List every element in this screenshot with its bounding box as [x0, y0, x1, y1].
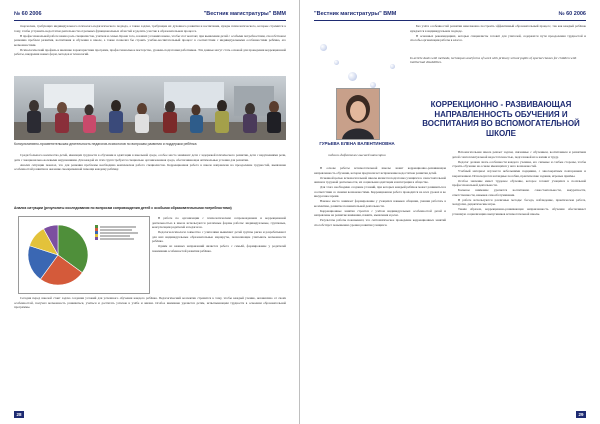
journal-title: "Вестник магистратуры" ВММ: [203, 11, 286, 17]
paragraph: творческие, требующих индивидуального психолого-педагогического подхода, а также задачи, требующие их духовного развития и воспитания, нужды психологического, которые стремится к тому, чтобы устранить недостатки деятельности отдельных функциональных областей и уделять участие в образовательном процессе.: [14, 24, 286, 33]
right-intro-text: [410, 24, 586, 54]
left-bottom-text: [14, 296, 286, 408]
right-col1-text: [314, 166, 446, 406]
article-title: КОРРЕКЦИОННО - РАЗВИВАЮЩАЯ НАПРАВЛЕННОСТЬ ОБУЧЕНИЯ И ВОСПИТАНИЯ ВО ВСПОМОГАТЕЛЬНОЙ ШКОЛЕ: [422, 100, 580, 138]
paragraph: В профессиональной работе важна роль специалистов, учителя и семьи. Кроме того, в наших условиях важно, чтобы этот контакт, при выявлении детей с особыми потребностями, способствовал решению проблем развития, воспитания и обучения в школе, а также позволял бы строить учебно-воспитательный процесс в соответствии с индивидуальными особенностями ребёнка, его возможностями.: [14, 33, 286, 47]
decorative-bubble: [348, 72, 357, 81]
paragraph: В работе по организации с психологическим сопровождением и коррекционной деятельностью в школе используются различные формы работы: индивидуальные, групповые, консультации родителей и педагогов.: [152, 216, 286, 229]
paragraph: В основе работы вспомогательной школы лежит коррекционно-развивающая направленность обучения, которая предполагает исправление недостатков развития детей.: [314, 166, 446, 175]
paragraph: Психологический профиль и внешние характеристики программ, профессиональное мастерство, уровень подготовки работников. Эти данные могут стать основой для проведения коррекционной работы, внедрения новых форм, методов и технологий.: [14, 47, 286, 56]
right-page-header: [314, 9, 586, 19]
paragraph: Без учёта особенностей развития невозможно построить эффективный образовательный процесс, так как каждый ребёнок нуждается в индивидуальном подходе.: [410, 24, 586, 33]
paragraph: Коррекционные занятия строятся с учётом индивидуальных особенностей детей и направлены на развитие внимания, памяти, мышления и речи.: [314, 208, 446, 217]
classroom-photo: [14, 76, 286, 140]
paragraph: Для этого необходимо создание условий, при которых каждый ребёнок может развиваться в соответствии со своими возможностями. Коррекционная работа проводится на всех уроках и во внеурочное время.: [314, 185, 446, 198]
header-rule: [314, 20, 586, 21]
paragraph: Сегодня перед школой стоит задача создания условий для успешного обучения каждого ребёнка. Педагогический коллектив стремится к тому, чтобы каждый ученик, независимо от своих особенностей, получил возможность развиваться, учиться и достигать успехов в учёбе и жизни. Особое внимание уделяется детям, испытывающим трудности в освоении образовательной программы.: [14, 296, 286, 309]
issue-number: № 60 2006: [14, 11, 42, 17]
pie-legend: [95, 225, 145, 240]
chart-title: Анализ ситуации (результаты исследования по вопросам сопровождения детей с особыми образовательными потребностями): [14, 206, 232, 210]
legend-item: [95, 237, 145, 240]
journal-title: "Вестник магистратуры" ВММ: [314, 11, 397, 17]
paragraph: Среди большого количества детей, имеющих трудности в обучении и адаптации в школьной среде, особое место занимают дети с задержкой психического развития, дети с нарушениями речи, дети с эмоционально-волевыми нарушениями. Для каждой из этих групп требуется специально организованная среда, обеспечивающая оптимальные условия для развития.: [14, 153, 286, 162]
paragraph: Результаты работы показывают, что систематическое проведение коррекционных занятий способствует повышению уровня развития учащихся.: [314, 218, 446, 227]
right-page: [300, 0, 600, 424]
classroom-photo-image: [14, 76, 286, 140]
author-portrait: [337, 89, 379, 139]
paragraph: В работе используются различные методы: беседа, наблюдение, практическая работа, экскурсии, дидактические игры.: [452, 197, 586, 206]
left-intro-text: [14, 24, 286, 74]
photo-caption: Консультативно-просветительская деятельность педагогов-психологов по вопросам развития и поддержки ребёнка: [14, 142, 197, 146]
header-rule: [14, 20, 286, 21]
page-number: 28: [14, 411, 24, 418]
decorative-bubble: [334, 60, 339, 65]
paragraph: Одним из важных направлений является работа с семьёй, формирование у родителей понимания особенностей развития ребёнка.: [152, 244, 286, 253]
author-name: ГУРЬЕВА ЕЛЕНА ВАЛЕНТИНОВНА: [319, 141, 395, 146]
paragraph: Педагог должен знать особенности каждого ученика, его сильные и слабые стороны, чтобы строить обучение на основе имеющихся у него возможностей.: [452, 159, 586, 168]
paragraph: Основной целью вспомогательной школы является подготовка учащихся к самостоятельной жизни и трудовой деятельности, их социальная адаптация и интеграция в общество.: [314, 175, 446, 184]
paragraph: Педагоги-психологи совместно с учителями выявляют детей группы риска и разрабатывают для них индивидуальные образовательные маршруты, позволяющие учитывать возможности ребёнка.: [152, 230, 286, 243]
left-body-text: [14, 153, 286, 203]
paragraph: Учебный материал изучается небольшими порциями, с многократным повторением и закреплением. Используются наглядные пособия, практические задания, игровые приёмы.: [452, 169, 586, 178]
page-number: 29: [576, 411, 586, 418]
paragraph: Вспомогательная школа решает задачи, связанные с обучением, воспитанием и развитием детей с интеллектуальной недостаточностью, подготовкой их к жизни и труду.: [452, 150, 586, 159]
left-page-header: [14, 9, 286, 19]
decorative-bubble: [390, 64, 395, 69]
paragraph: Анализ ситуации показал, что для решения проблемы необходима комплексная работа специалистов. Коррекционная работа в школе направлена на преодоление трудностей, выявление особенностей развития и оказание своевременной помощи каждому ребёнку.: [14, 162, 286, 171]
paragraph: В основных рекомендациях, которые специалисты готовят для учителей, содержатся пути преодоления трудностей и способы организации работы в классе.: [410, 33, 586, 42]
right-col2-text: [452, 150, 586, 406]
paragraph: Особое значение имеет трудовое обучение, которое готовит учащихся к посильной профессиональной деятельности.: [452, 178, 586, 187]
pie-chart-box: [18, 216, 150, 294]
author-photo: [336, 88, 380, 140]
paragraph: Таким образом, коррекционно-развивающая направленность обучения обеспечивает успешную социализацию выпускников вспомогательной школы.: [452, 207, 586, 216]
pie-chart: [23, 220, 93, 290]
issue-number: № 60 2006: [558, 11, 586, 17]
decorative-bubble: [320, 44, 327, 51]
paragraph: Важное место занимает формирование у учащихся навыков общения, умения работать в коллективе, развитие познавательной деятельности.: [314, 199, 446, 208]
left-right-column-text: [152, 216, 286, 296]
paragraph: Большое внимание уделяется воспитанию самостоятельности, аккуратности, ответственности, навыков самообслуживания.: [452, 188, 586, 197]
english-abstract: In article deals with methods, techniques and forms of work with primary school pupils of special classes for children with intellectual disabilities.: [410, 56, 577, 65]
author-role: педагог-дефектолог высшей категории: [328, 153, 386, 157]
